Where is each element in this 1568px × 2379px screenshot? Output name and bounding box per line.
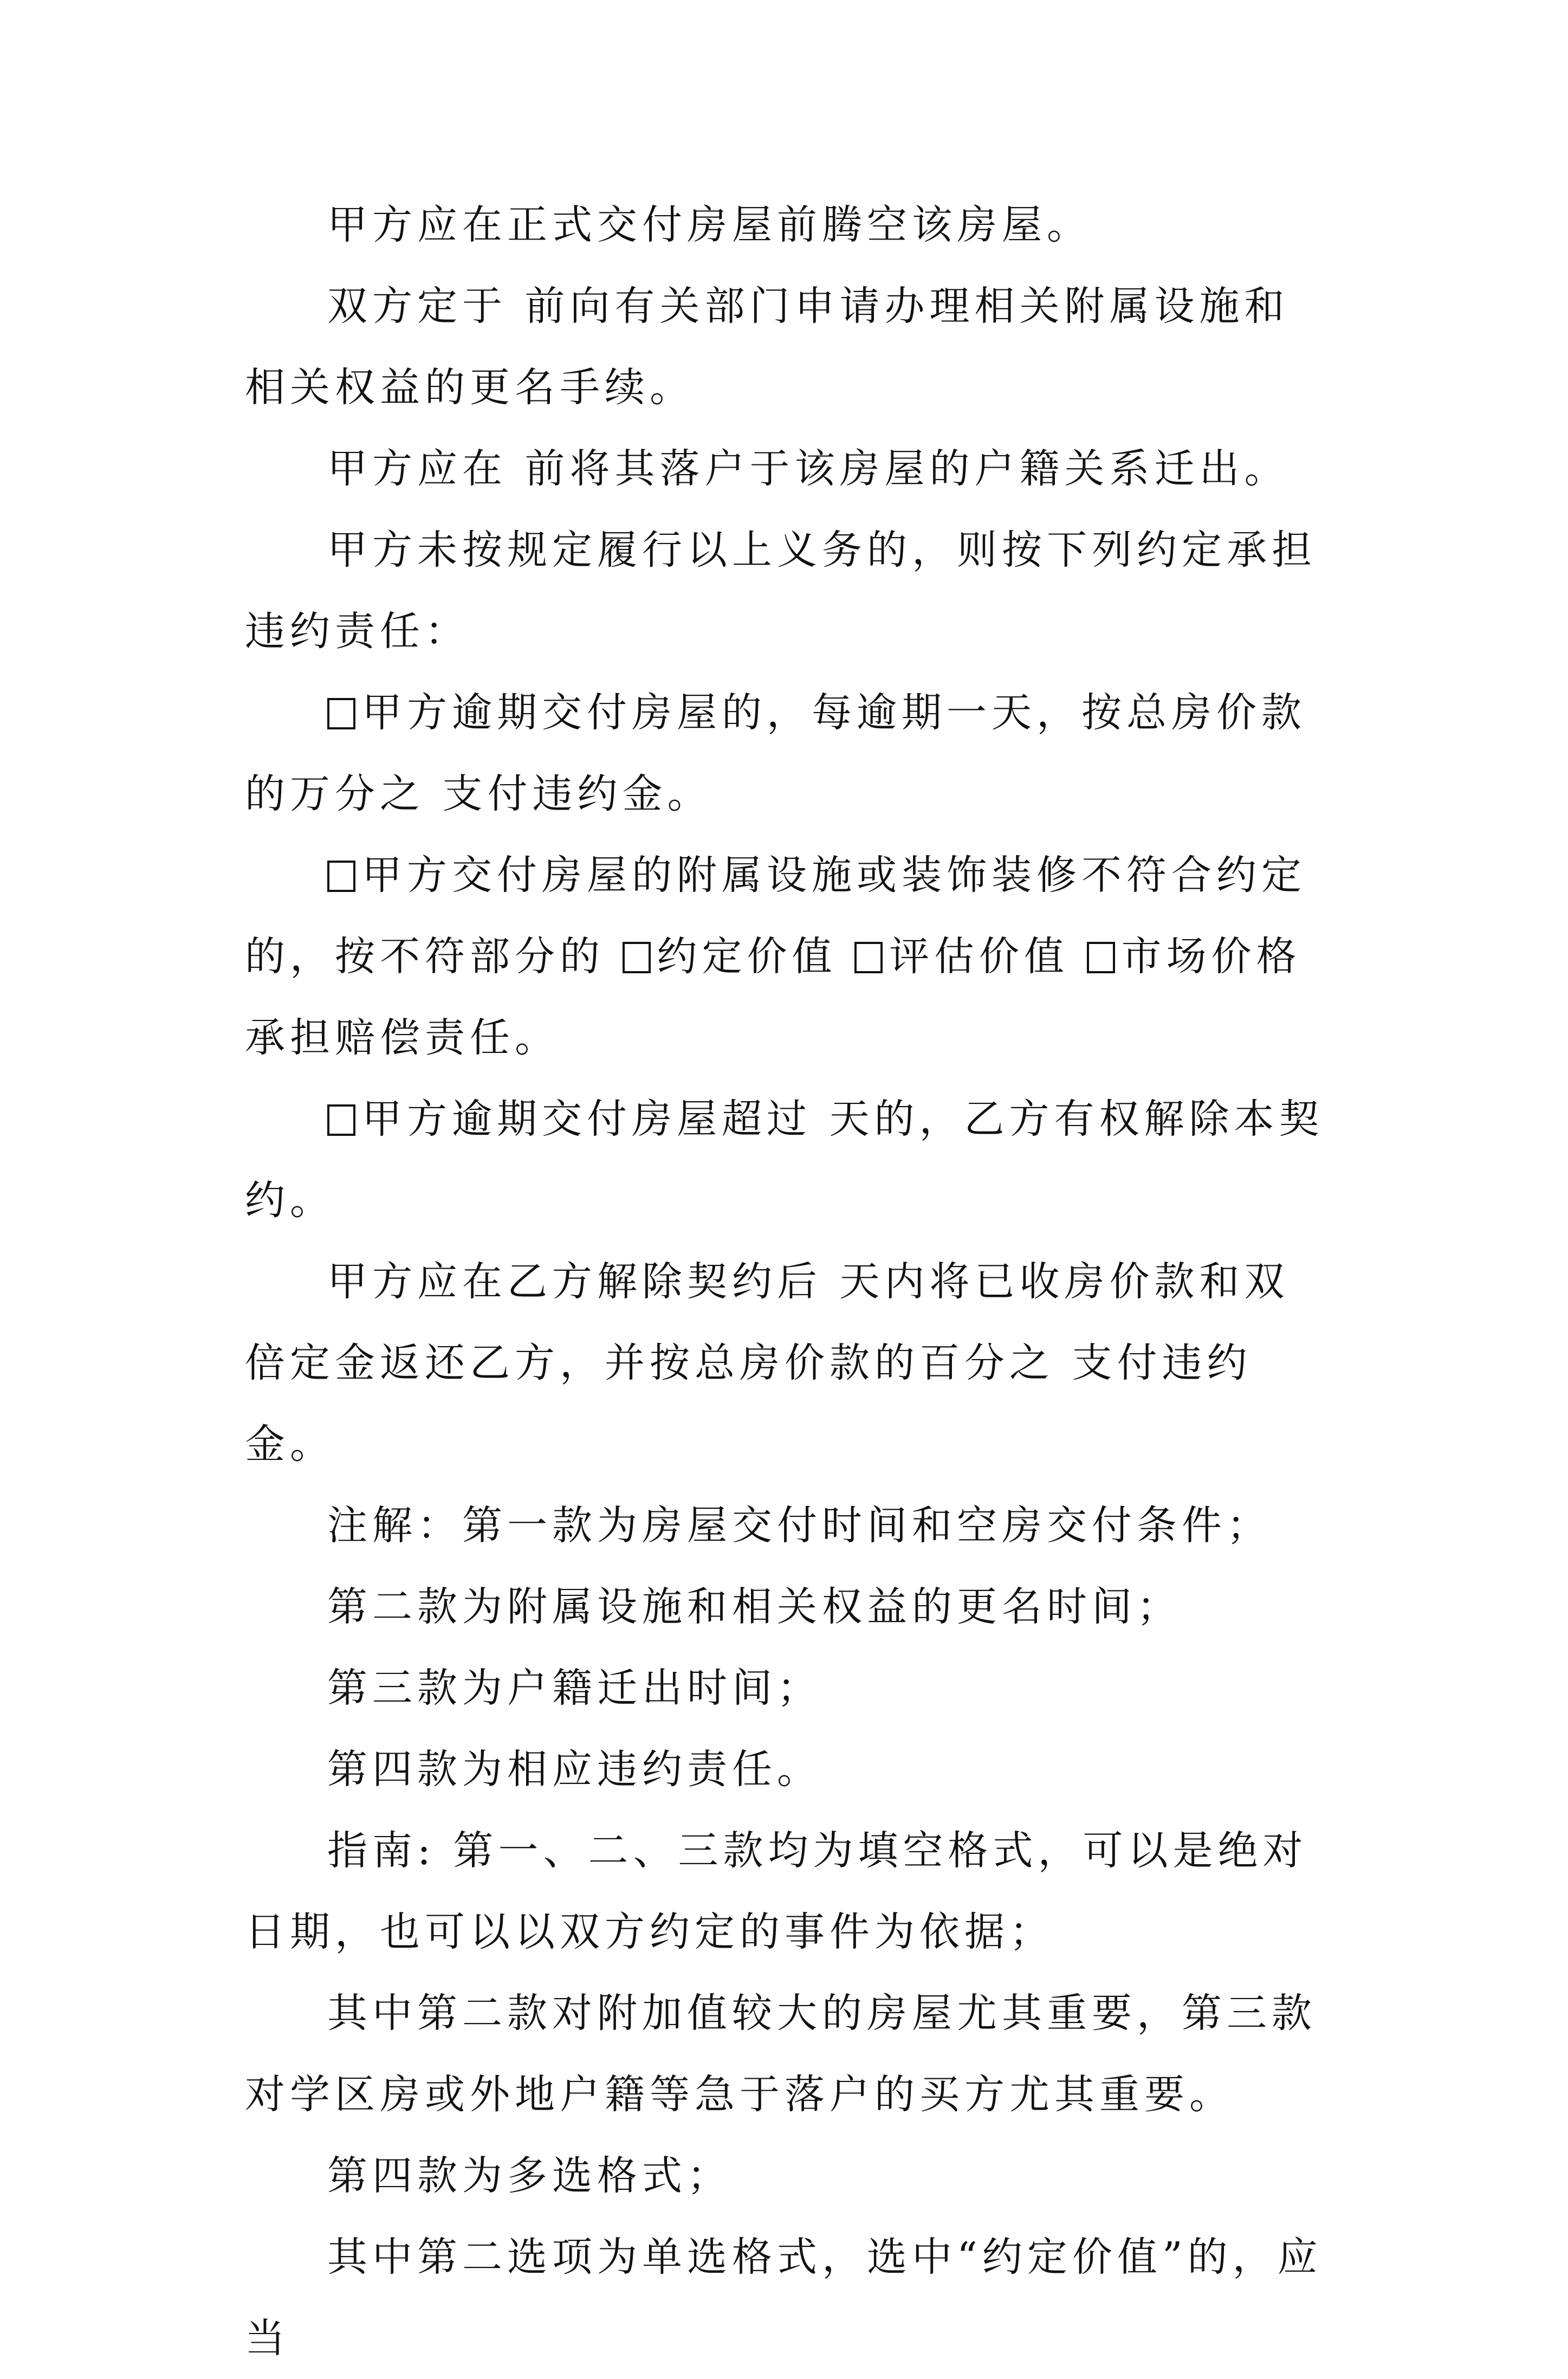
checkbox-market-price[interactable] <box>1087 942 1115 973</box>
assessed-value-label: 评估价值 <box>889 933 1087 980</box>
paragraph-facilities-option <box>245 835 1329 1078</box>
paragraph-vacate-house: 甲方应在正式交付房屋前腾空该房屋。 <box>327 202 1092 248</box>
paragraph-rename-procedure: 双方定于 前向有关部门申请办理相关附属设施和相关权益的更名手续。 <box>245 283 1290 411</box>
paragraph-note-2: 第二款为附属设施和相关权益的更名时间； <box>327 1583 1182 1630</box>
termination-text: 甲方逾期交付房屋超过 天的，乙方有权解除本契约。 <box>245 1096 1324 1224</box>
checkbox-agreed-value[interactable] <box>623 942 651 973</box>
paragraph-late-delivery-option <box>245 672 1329 835</box>
facilities-text: 甲方交付房屋的附属设施或装饰装修不符合约定的，按不符部分的 <box>245 852 1306 980</box>
checkbox-assessed-value[interactable] <box>854 942 883 973</box>
paragraph-note-4: 第四款为相应违约责任。 <box>327 1746 822 1793</box>
checkbox-late-delivery[interactable] <box>327 698 355 729</box>
paragraph-multi-select: 第四款为多选格式； <box>327 2152 732 2199</box>
paragraph-single-select: 其中第二选项为单选格式，选中“约定价值”的，应当 <box>245 2234 1323 2362</box>
agreed-value-label: 约定价值 <box>657 933 855 980</box>
paragraph-termination-option <box>245 1078 1329 1241</box>
paragraph-guide: 指南: 第一、二、三款均为填空格式，可以是绝对日期，也可以以双方约定的事件为依据； <box>245 1827 1308 1955</box>
late-delivery-text: 甲方逾期交付房屋的，每逾期一天，按总房价款的万分之 支付违约金。 <box>245 689 1306 817</box>
market-price-label: 市场价格 承担赔偿责任。 <box>245 933 1301 1061</box>
checkbox-facilities[interactable] <box>327 861 355 892</box>
checkbox-termination[interactable] <box>327 1104 355 1136</box>
paragraph-note-3: 第三款为户籍迁出时间； <box>327 1665 822 1711</box>
paragraph-guide-importance: 其中第二款对附加值较大的房屋尤其重要，第三款对学区房或外地户籍等急于落户的买方尤其重要。 <box>245 1990 1317 2118</box>
paragraph-refund: 甲方应在乙方解除契约后 天内将已收房价款和双倍定金返还乙方，并按总房价款的百分之 支付违约金。 <box>245 1258 1290 1468</box>
document-body <box>245 184 1329 2379</box>
paragraph-household-registration: 甲方应在 前将其落户于该房屋的户籍关系迁出。 <box>327 445 1290 492</box>
paragraph-note-1: 注解：第一款为房屋交付时间和空房交付条件； <box>327 1502 1272 1549</box>
paragraph-breach-liability: 甲方未按规定履行以上义务的，则按下列约定承担违约责任： <box>245 527 1317 655</box>
